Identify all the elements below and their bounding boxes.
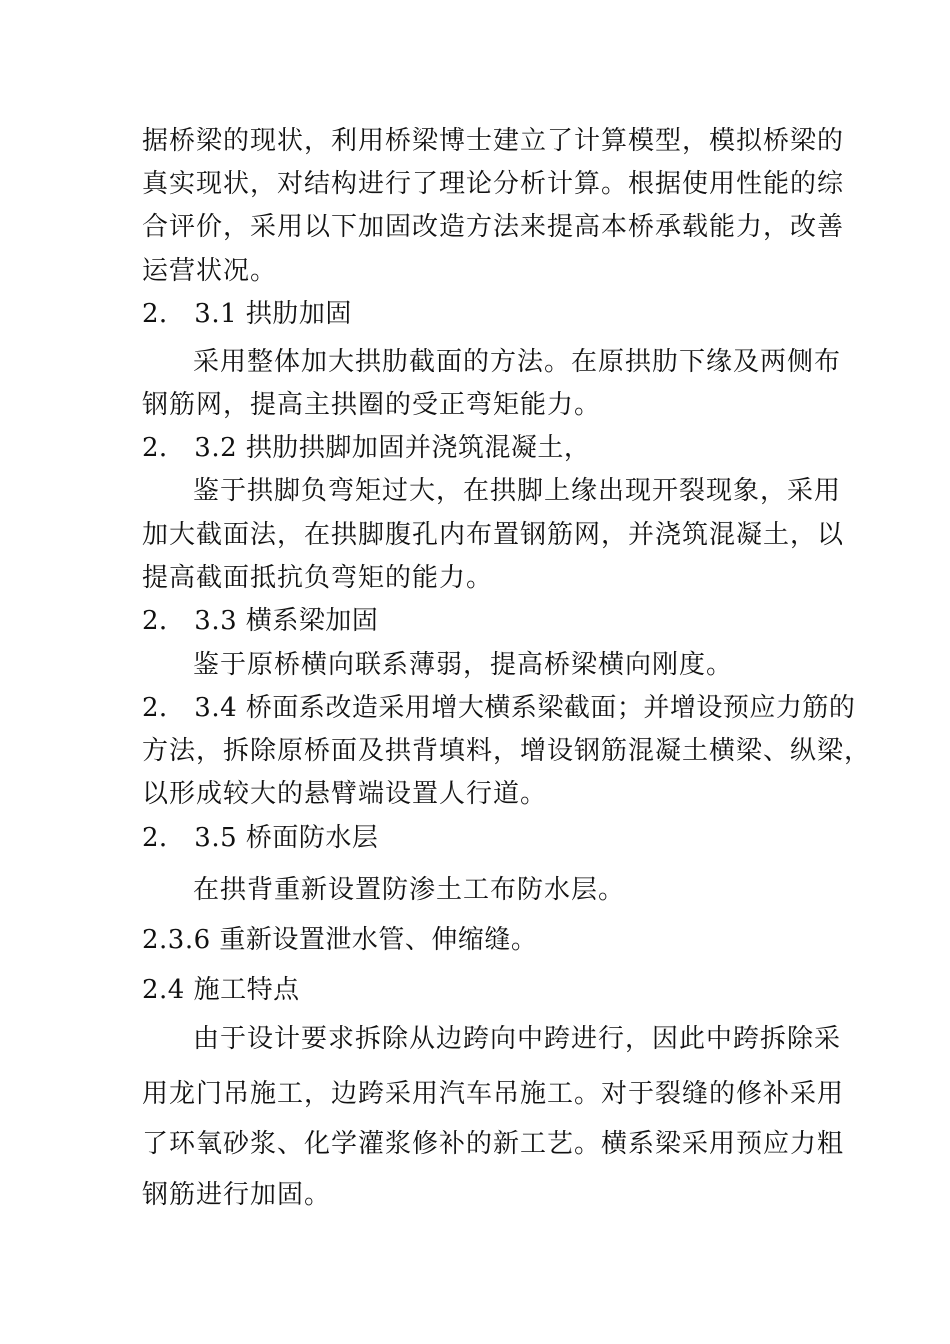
- paragraph-line: 由于设计要求拆除从边跨向中跨进行，因此中跨拆除采: [193, 1024, 842, 1054]
- paragraph-line: 鉴于原桥横向联系薄弱，提高桥梁横向刚度。: [193, 650, 734, 680]
- section-heading: 2． 3.5 桥面防水层: [142, 823, 379, 853]
- paragraph-line: 钢筋网，提高主拱圈的受正弯矩能力。: [142, 390, 602, 420]
- paragraph-line: 钢筋进行加固。: [142, 1180, 332, 1210]
- paragraph-line: 用龙门吊施工，边跨采用汽车吊施工。对于裂缝的修补采用: [142, 1079, 845, 1109]
- section-heading: 2.3.6 重新设置泄水管、伸缩缝。: [142, 925, 538, 955]
- section-heading: 2． 3.4 桥面系改造采用增大横系梁截面；并增设预应力筋的: [142, 693, 856, 723]
- paragraph-line: 鉴于拱脚负弯矩过大，在拱脚上缘出现开裂现象，采用: [193, 476, 842, 506]
- paragraph-line: 采用整体加大拱肋截面的方法。在原拱肋下缘及两侧布: [193, 347, 842, 377]
- section-heading: 2． 3.1 拱肋加固: [142, 299, 352, 329]
- paragraph-line: 以形成较大的悬臂端设置人行道。: [142, 779, 548, 809]
- paragraph-line: 加大截面法，在拱脚腹孔内布置钢筋网，并浇筑混凝土，以: [142, 520, 845, 550]
- paragraph-line: 运营状况。: [142, 256, 278, 286]
- paragraph-line: 真实现状，对结构进行了理论分析计算。根据使用性能的综: [142, 169, 845, 199]
- paragraph-line: 合评价，采用以下加固改造方法来提高本桥承载能力，改善: [142, 212, 845, 242]
- paragraph-line: 方法，拆除原桥面及拱背填料，增设钢筋混凝土横梁、纵梁，: [142, 736, 872, 766]
- paragraph-line: 了环氧砂浆、化学灌浆修补的新工艺。横系梁采用预应力粗: [142, 1129, 845, 1159]
- paragraph-line: 提高截面抵抗负弯矩的能力。: [142, 563, 494, 593]
- section-heading: 2． 3.2 拱肋拱脚加固并浇筑混凝土，: [142, 433, 591, 463]
- paragraph-line: 在拱背重新设置防渗土工布防水层。: [193, 875, 626, 905]
- section-heading: 2． 3.3 横系梁加固: [142, 606, 379, 636]
- section-heading: 2.4 施工特点: [142, 975, 300, 1005]
- paragraph-line: 据桥梁的现状，利用桥梁博士建立了计算模型，模拟桥梁的: [142, 126, 845, 156]
